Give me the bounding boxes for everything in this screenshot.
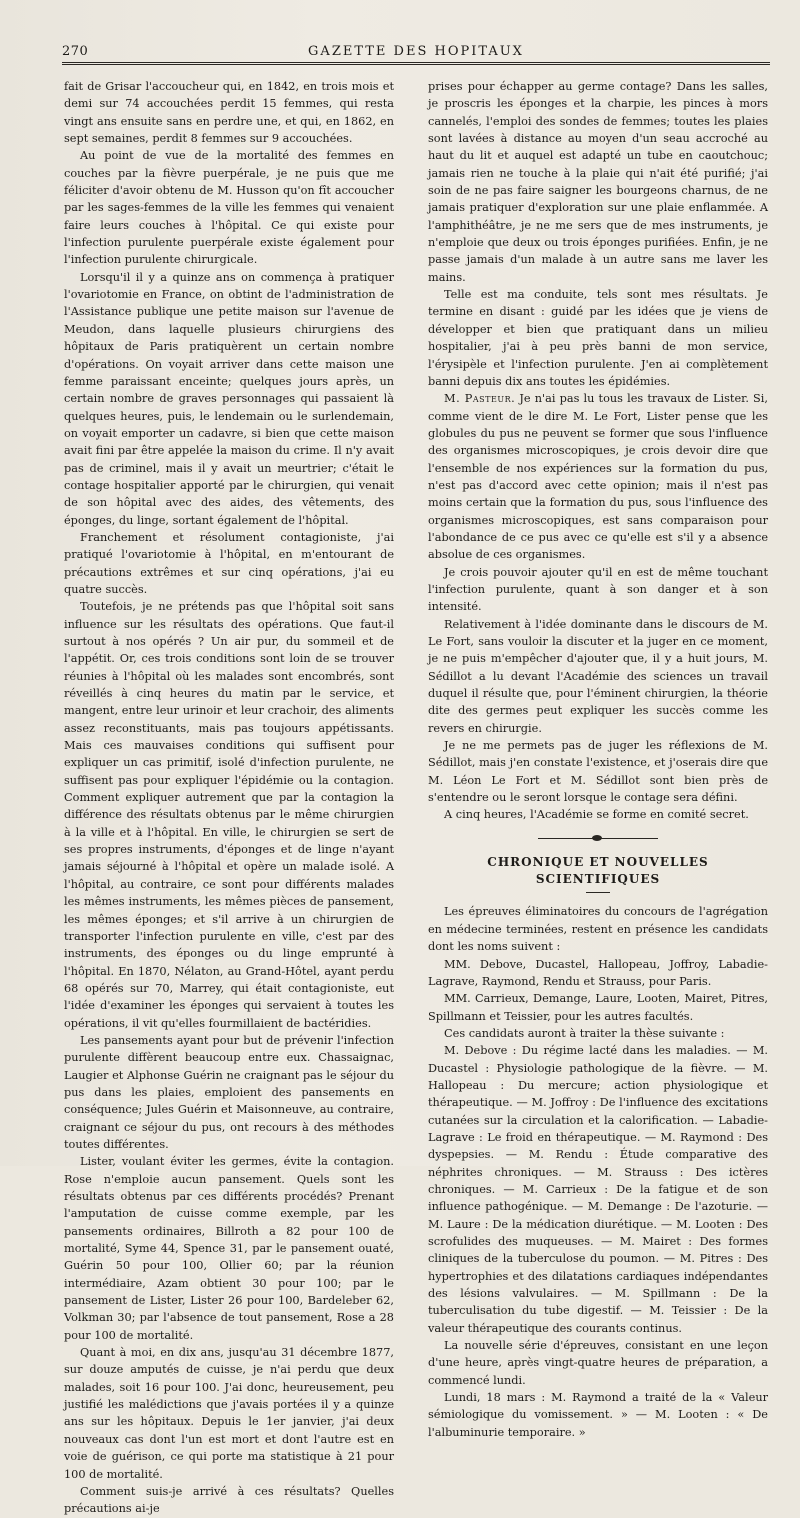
paragraph: Les pansements ayant pour but de prévenir l'infection purulente diffèrent beaucoup entre eux. Chassaignac, Laugier et Alphonse Guérin ne craignant pas le séjour du pus dans les plaies, emploient des pansements en conséquence; Jules Guérin et Maisonneuve, au contraire, craignant ce séjour du pus, ont recours à des méthodes toutes différentes. [64, 1033, 394, 1151]
paragraph: Les épreuves éliminatoires du concours de l'agrégation en médecine terminées, restent en présence les candidats dont les noms suivent : [428, 905, 768, 954]
speaker-text: Je n'ai pas lu tous les travaux de Lister. Si, comme vient de le dire M. Le Fort, Lister pense que les globules du pus ne peuvent se former que sous l'influence des organismes microscopiques, je crois devoir dire que l'ensemble de nos expériences sur la formation du pus, n'est pas d'accord avec cette opinion; mais il n'est pas moins certain que la formation du pus, sous l'influence des organismes microscopiques, est sans comparaison pour l'abondance de ce pus avec ce qu'elle est s'il y a absence absolue de ces organismes. [428, 392, 769, 562]
paragraph: Toutefois, je ne prétends pas que l'hôpital soit sans influence sur les résultats des opérations. Que faut-il surtout à nos opérés ? Un air pur, du sommeil et de l'appétit. Or, ces trois conditions sont loin de se trouver réunies à l'hôpital où les malades sont encombrés, sont réveillés à cinq heures du matin par le service, et mangent, entre leur urinoir et leur crachoir, des aliments assez reconstituants, mais pas toujours appétissants. Mais ces mauvaises conditions qui suffisent pour expliquer un cas primitif, isolé d'infection purulente, ne suffisent pas pour expliquer l'épidémie ou la contagion. Comment expliquer autrement que par la contagion la différence des résultats obtenus par le même chirurgien à la ville et à l'hôpital. En ville, le chirurgien se sert de ses propres instruments, d'éponges et de linge n'ayant jamais séjourné à l'hôpital et opère un malade isolé. A l'hôpital, au contraire, ce sont pour différents malades les mêmes instruments, les mêmes pièces de pansement, les mêmes éponges; et s'il arrive à un chirurgien de transporter l'infection purulente en ville, c'est par des instruments, des éponges ou du linge emprunté à l'hôpital. En 1870, Nélaton, au Grand-Hôtel, ayant perdu 68 opérés sur 70, Marrey, qui était contagioniste, eut l'idée d'examiner les éponges qui servaient à toutes les opérations, il vit qu'elles fourmillaient de bactéridies. [64, 600, 394, 1030]
left-column [64, 78, 394, 1516]
paragraph: Franchement et résolument contagioniste, j'ai pratiqué l'ovariotomie à l'hôpital, en m'entourant de précautions extrêmes et sur cinq opérations, j'ai eu quatre succès. [64, 530, 394, 596]
speaker-name: M. Pasteur. [444, 392, 516, 406]
paragraph: MM. Debove, Ducastel, Hallopeau, Joffroy, Labadie-Lagrave, Raymond, Rendu et Strauss, pour Paris. [428, 957, 768, 988]
paragraph: prises pour échapper au germe contage? Dans les salles, je proscris les éponges et la charpie, les pinces à mors cannelés, l'emploi des sondes de femmes; toutes les plaies sont lavées à distance au moyen d'un seau accroché au haut du lit et auquel est adapté un tube en caoutchouc; jamais rien ne touche à la plaie qui n'ait été purifié; j'ai soin de ne pas faire saigner les bourgeons charnus, de ne jamais pratiquer d'exploration sur une plaie enflammée. A l'amphithéâtre, je ne me sers que de mes instruments, je n'emploie que deux ou trois éponges purifiées. Enfin, je ne passe jamais d'un malade à un autre sans me laver les mains. [428, 80, 768, 284]
page-header [62, 30, 770, 66]
pasteur-paragraph [428, 390, 768, 563]
running-title: GAZETTE DES HOPITAUX [308, 44, 524, 59]
paragraph: M. Debove : Du régime lacté dans les maladies. — M. Ducastel : Physiologie pathologique de la fièvre. — M. Hallopeau : Du mercure; action physiologique et thérapeutique. — M. Joffroy : De l'influence des excitations cutanées sur la circulation et la calorification. — Labadie-Lagrave : Le froid en thérapeutique. — M. Raymond : Des dyspepsies. — M. Rendu : Étude comparative des néphrites chroniques. — M. Strauss : Des ictères chroniques. — M. Carrieux : De la fatigue et de son influence pathogénique. — M. Demange : De l'azoturie. — M. Laure : De la médication diurétique. — M. Looten : Des scrofulides des muqueuses. — M. Mairet : Des formes cliniques de la tuberculose du poumon. — M. Pitres : Des hypertrophies et des dilatations cardiaques indépendantes des lésions valvulaires. — M. Spillmann : De la tuberculisation du tube digestif. — M. Teissier : De la valeur thérapeutique des courants continus. [428, 1044, 768, 1335]
paragraph: Comment suis-je arrivé à ces résultats? Quelles précautions ai-je [64, 1484, 394, 1516]
page-number: 270 [62, 44, 89, 59]
ornamental-divider [538, 834, 658, 842]
paragraph: A cinq heures, l'Académie se forme en comité secret. [444, 808, 749, 822]
right-column [428, 78, 769, 1439]
paragraph: fait de Grisar l'accoucheur qui, en 1842, en trois mois et demi sur 74 accouchées perdit 15 femmes, qui resta vingt ans ensuite sans en perdre une, et qui, en 1862, en sept semaines, perdit 8 femmes sur 9 accouchées. [64, 80, 394, 146]
paragraph: Je crois pouvoir ajouter qu'il en est de même touchant l'infection purulente, quant à son danger et à son intensité. [428, 565, 768, 614]
paragraph: Ces candidats auront à traiter la thèse suivante : [444, 1026, 725, 1040]
heading-rule [586, 892, 610, 893]
paragraph: Lundi, 18 mars : M. Raymond a traité de la « Valeur sémiologique du vomissement. » — M. Looten : « De l'albuminurie temporaire. » [428, 1391, 768, 1439]
paragraph: Quant à moi, en dix ans, jusqu'au 31 décembre 1877, sur douze amputés de cuisse, je n'ai perdu que deux malades, soit 16 pour 100. J'ai donc, heureusement, peu justifié les malédictions que j'avais portées il y a quinze ans sur les hôpitaux. Depuis le 1er janvier, j'ai deux nouveaux cas dont l'un est mort et dont l'autre est en voie de guérison, ce qui porte ma statistique à 21 pour 100 de mortalité. [64, 1346, 394, 1481]
paragraph: La nouvelle série d'épreuves, consistant en une leçon d'une heure, après vingt-quatre heures de préparation, a commencé lundi. [428, 1339, 768, 1387]
paragraph: Lister, voulant éviter les germes, évite la contagion. Rose n'emploie aucun pansement. Quels sont les résultats obtenus par ces différents procédés? Prenant l'amputation de cuisse comme exemple, par les pansements ordinaires, Billroth a 82 pour 100 de mortalité, Syme 44, Spence 31, par le pansement ouaté, Guérin 50 pour 100, Ollier 60; par la réunion intermédiaire, Azam obtient 30 pour 100; par le pansement de Lister, Lister 26 pour 100, Bardeleber 62, Volkman 30; par l'absence de tout pansement, Rose a 28 pour 100 de mortalité. [64, 1155, 394, 1342]
section-heading: CHRONIQUE ET NOUVELLES SCIENTIFIQUES [487, 854, 709, 887]
paragraph: MM. Carrieux, Demange, Laure, Looten, Mairet, Pitres, Spillmann et Teissier, pour les autres facultés. [428, 992, 768, 1023]
paragraph: Au point de vue de la mortalité des femmes en couches par la fièvre puerpérale, je ne puis que me féliciter d'avoir obtenu de M. Husson qu'on fît accoucher par les sages-femmes de la ville les femmes qui venaient faire leurs couches à l'hôpital. Ce qui existe pour l'infection purulente puerpérale existe également pour l'infection purulente chirurgicale. [64, 149, 394, 267]
paragraph: Relativement à l'idée dominante dans le discours de M. Le Fort, sans vouloir la discuter et la juger en ce moment, je ne puis m'empêcher d'ajouter que, il y a huit jours, M. Sédillot a lu devant l'Académie des sciences un travail duquel il résulte que, pour l'éminent chirurgien, la théorie dite des germes peut expliquer les succès comme les revers en chirurgie. [428, 617, 768, 735]
paragraph: Je ne me permets pas de juger les réflexions de M. Sédillot, mais j'en constate l'existence, et j'oserais dire que M. Léon Le Fort et M. Sédillot sont bien près de s'entendre ou le seront lorsque le contage sera défini. [428, 739, 768, 805]
paragraph: Telle est ma conduite, tels sont mes résultats. Je termine en disant : guidé par les idées que je viens de développer et bien que pratiquant dans un milieu hospitalier, j'ai à peu près banni de mon service, l'érysipèle et l'infection purulente. J'en ai complètement banni depuis dix ans toutes les épidémies. [428, 288, 768, 388]
paragraph: Lorsqu'il il y a quinze ans on commença à pratiquer l'ovariotomie en France, on obtint de l'administration de l'Assistance publique une petite maison sur l'avenue de Meudon, dans laquelle plusieurs chirurgiens des hôpitaux de Paris pratiquèrent un certain nombre d'opérations. On voyait arriver dans cette maison une femme paraissant enceinte; quelques jours après, un certain nombre de graves personnages qui passaient là quelques heures, puis, le lendemain ou le surlendemain, on voyait emporter un cadavre, si bien que cette maison avait fini par être appelée la maison du crime. Il n'y avait pas de criminel, mais il y avait un meurtrier; c'était le contage hospitalier apporté par le chirurgien, qui venait de son hôpital avec des aides, des vêtements, des éponges, du linge, sortant également de l'hôpital. [64, 270, 394, 527]
header-rule [62, 62, 770, 65]
